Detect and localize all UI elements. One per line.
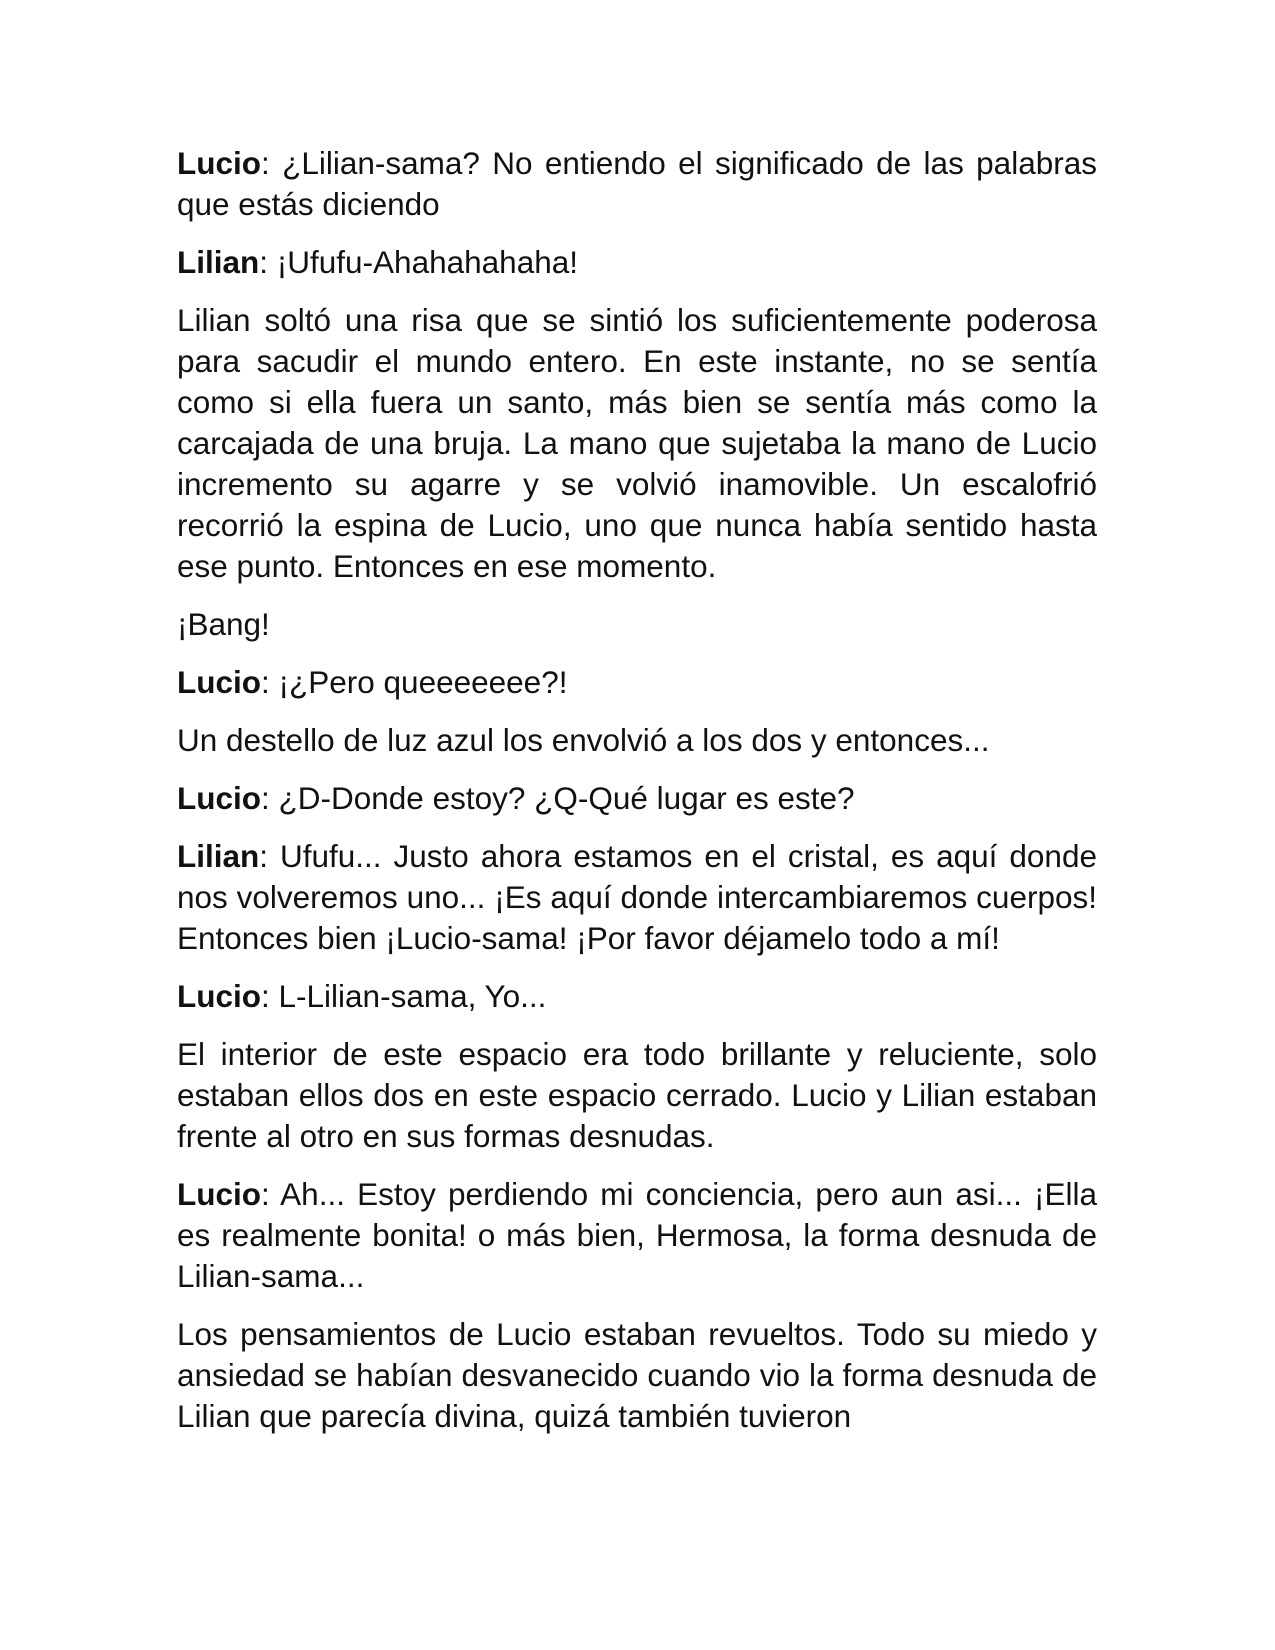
paragraph-text: El interior de este espacio era todo brillante y reluciente, solo estaban ellos dos en este espacio cerrado. Lucio y Lilian estaban frente al otro en sus formas desnudas. [177,1036,1097,1154]
dialogue-paragraph [177,976,1097,1017]
paragraph-text: ¿D-Donde estoy? ¿Q-Qué lugar es este? [278,780,855,816]
speaker-separator: : [259,838,280,874]
narration-paragraph [177,300,1097,587]
dialogue-paragraph [177,1174,1097,1297]
speaker-separator: : [261,664,279,700]
speaker-separator: : [259,244,277,280]
paragraph-text: Ufufu... Justo ahora estamos en el cristal, es aquí donde nos volveremos uno... ¡Es aquí donde intercambiaremos cuerpos! Entonces bien ¡Lucio-sama! ¡Por favor déjamelo todo a mí! [177,838,1097,956]
dialogue-paragraph [177,662,1097,703]
dialogue-paragraph [177,242,1097,283]
speaker-separator: : [261,1176,281,1212]
paragraph-text: ¡¿Pero queeeeeee?! [278,664,568,700]
speaker-separator: : [261,145,283,181]
document-page [177,143,1097,1454]
paragraph-text: ¿Lilian-sama? No entiendo el significado de las palabras que estás diciendo [177,145,1097,222]
paragraph-text: Ah... Estoy perdiendo mi conciencia, pero aun asi... ¡Ella es realmente bonita! o más bien, Hermosa, la forma desnuda de Lilian-sama... [177,1176,1098,1294]
paragraph-text: ¡Bang! [177,606,270,642]
narration-paragraph [177,1034,1097,1157]
speaker-name: Lilian [177,244,260,280]
speaker-separator: : [261,780,279,816]
dialogue-paragraph [177,143,1097,225]
narration-paragraph [177,720,1097,761]
speaker-separator: : [261,978,279,1014]
speaker-name: Lucio [177,664,261,700]
speaker-name: Lucio [177,145,261,181]
paragraph-text: ¡Ufufu-Ahahahahaha! [276,244,578,280]
narration-paragraph [177,604,1097,645]
dialogue-paragraph [177,778,1097,819]
paragraph-text: Un destello de luz azul los envolvió a los dos y entonces... [177,722,990,758]
speaker-name: Lucio [177,1176,261,1212]
speaker-name: Lilian [177,838,260,874]
speaker-name: Lucio [177,780,261,816]
paragraph-text: Los pensamientos de Lucio estaban revueltos. Todo su miedo y ansiedad se habían desvanecido cuando vio la forma desnuda de Lilian que parecía divina, quizá también tuvieron [177,1316,1097,1434]
paragraph-text: Lilian soltó una risa que se sintió los suficientemente poderosa para sacudir el mundo entero. En este instante, no se sentía como si ella fuera un santo, más bien se sentía más como la carcajada de una bruja. La mano que sujetaba la mano de Lucio incremento su agarre y se volvió inamovible. Un escalofrió recorrió la espina de Lucio, uno que nunca había sentido hasta ese punto. Entonces en ese momento. [177,302,1097,584]
paragraph-text: L-Lilian-sama, Yo... [278,978,547,1014]
speaker-name: Lucio [177,978,261,1014]
dialogue-paragraph [177,836,1097,959]
narration-paragraph [177,1314,1097,1437]
